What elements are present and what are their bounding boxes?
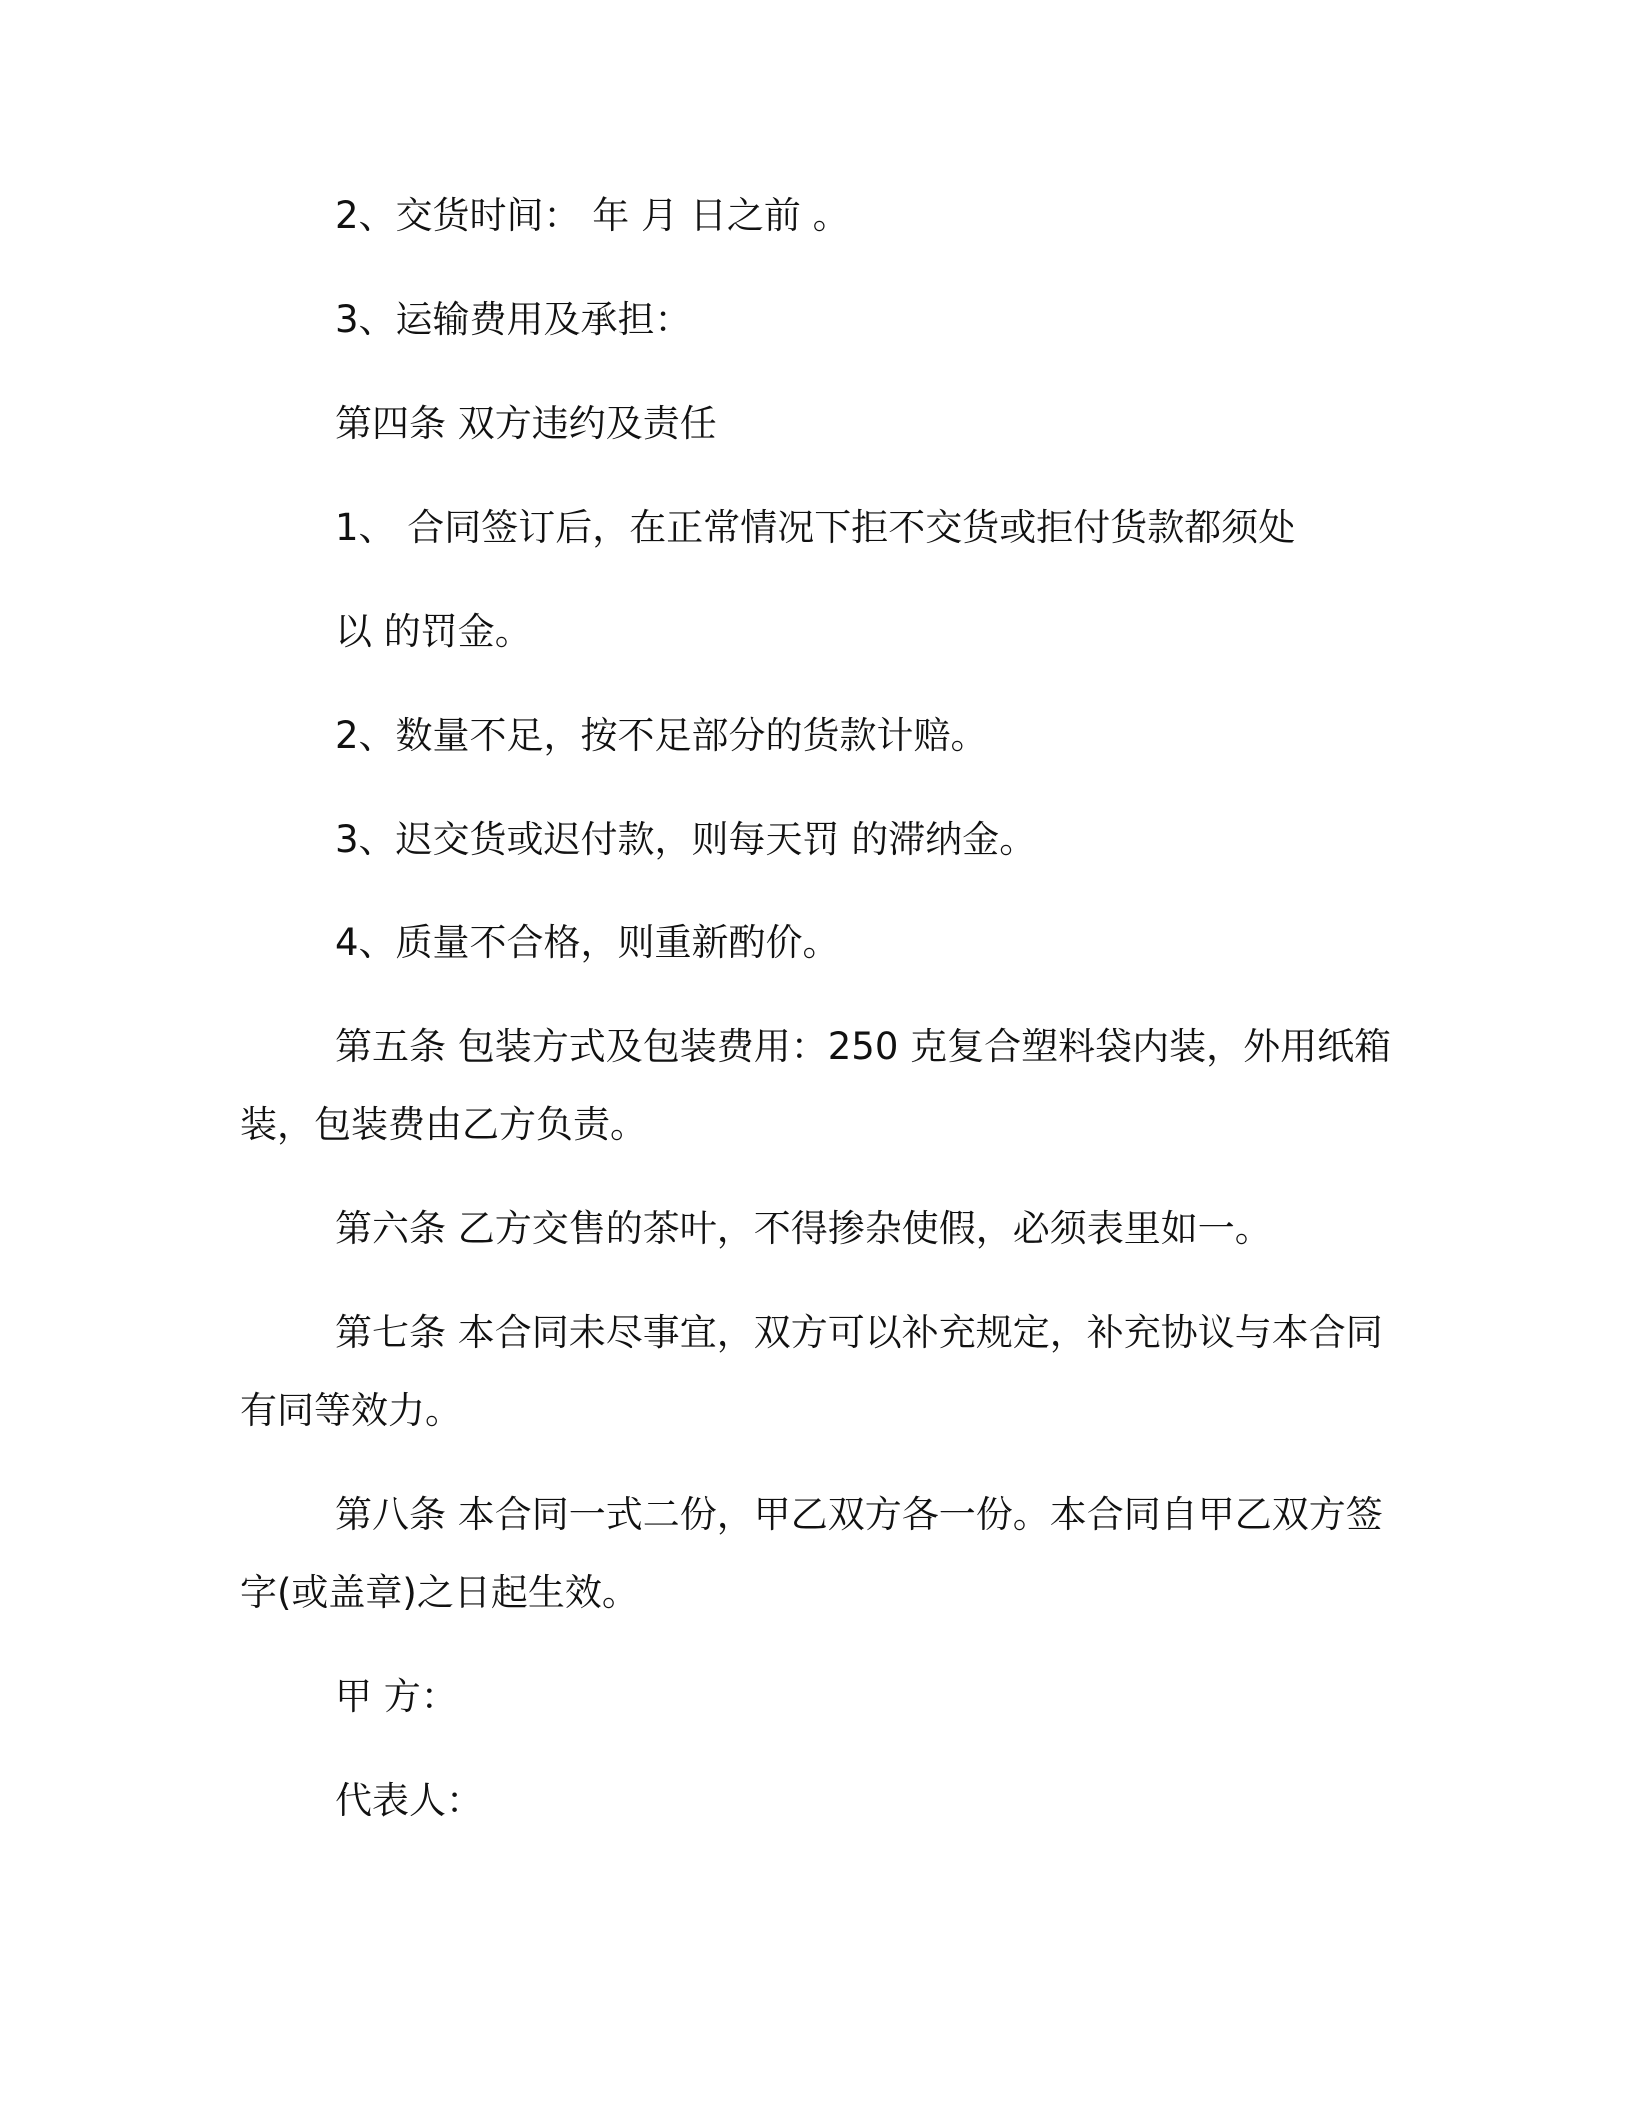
article-4-clause-4: 4、质量不合格，则重新酌价。: [335, 921, 840, 964]
article-8-line-2: 字(或盖章)之日起生效。: [240, 1571, 639, 1614]
article-6: 第六条 乙方交售的茶叶，不得掺杂使假，必须表里如一。: [335, 1207, 1272, 1250]
article-8-line-1: 第八条 本合同一式二份，甲乙双方各一份。本合同自甲乙双方签: [335, 1493, 1383, 1536]
article-7-line-1: 第七条 本合同未尽事宜，双方可以补充规定，补充协议与本合同: [335, 1311, 1383, 1354]
article-5-line-2: 装，包装费由乙方负责。: [240, 1103, 647, 1146]
article-5-line-1: 第五条 包装方式及包装费用：250 克复合塑料袋内装，外用纸箱: [335, 1025, 1392, 1068]
party-a-label: 甲 方：: [335, 1675, 458, 1718]
article-4-clause-2: 2、数量不足，按不足部分的货款计赔。: [335, 714, 988, 757]
article-4-clause-1-cont: 以 的罚金。: [335, 610, 532, 653]
article-4-clause-1: 1、 合同签订后，在正常情况下拒不交货或拒付货款都须处: [335, 506, 1296, 549]
article-7-line-2: 有同等效力。: [240, 1389, 462, 1432]
delivery-time-line: 2、交货时间： 年 月 日之前 。: [335, 194, 850, 237]
transport-cost-line: 3、运输费用及承担：: [335, 298, 692, 341]
article-4-clause-3: 3、迟交货或迟付款，则每天罚 的滞纳金。: [335, 818, 1037, 861]
article-4-heading: 第四条 双方违约及责任: [335, 402, 717, 445]
representative-label: 代表人：: [335, 1779, 483, 1822]
